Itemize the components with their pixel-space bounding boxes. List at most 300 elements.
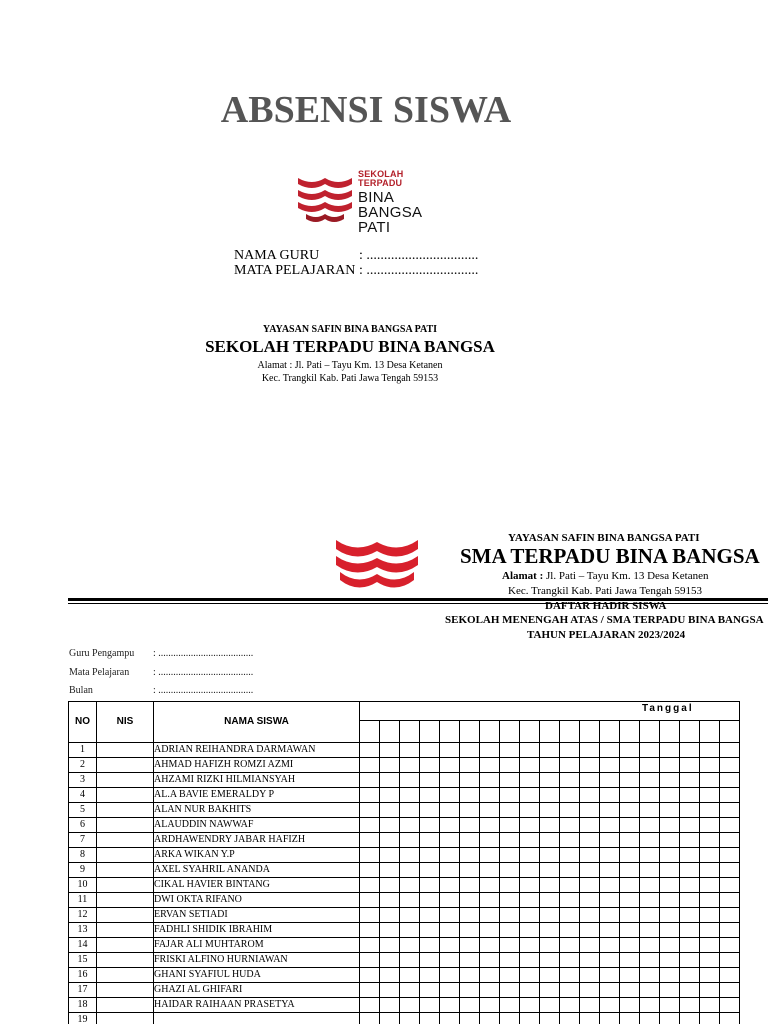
- attendance-cell[interactable]: [360, 848, 380, 863]
- attendance-cell[interactable]: [400, 833, 420, 848]
- attendance-cell[interactable]: [700, 908, 720, 923]
- attendance-cell[interactable]: [640, 773, 660, 788]
- attendance-cell[interactable]: [380, 863, 400, 878]
- attendance-cell[interactable]: [480, 773, 500, 788]
- attendance-cell[interactable]: [640, 908, 660, 923]
- attendance-cell[interactable]: [480, 1013, 500, 1024]
- attendance-cell[interactable]: [420, 758, 440, 773]
- attendance-cell[interactable]: [520, 938, 540, 953]
- attendance-cell[interactable]: [440, 908, 460, 923]
- attendance-cell[interactable]: [360, 818, 380, 833]
- attendance-cell[interactable]: [560, 1013, 580, 1024]
- attendance-cell[interactable]: [360, 1013, 380, 1024]
- attendance-cell[interactable]: [400, 998, 420, 1013]
- attendance-cell[interactable]: [600, 923, 620, 938]
- attendance-cell[interactable]: [700, 758, 720, 773]
- attendance-cell[interactable]: [360, 893, 380, 908]
- attendance-cell[interactable]: [420, 743, 440, 758]
- attendance-cell[interactable]: [520, 788, 540, 803]
- attendance-cell[interactable]: [620, 983, 640, 998]
- attendance-cell[interactable]: [540, 848, 560, 863]
- attendance-cell[interactable]: [440, 893, 460, 908]
- attendance-cell[interactable]: [460, 923, 480, 938]
- attendance-cell[interactable]: [460, 893, 480, 908]
- row-nis[interactable]: [97, 863, 154, 878]
- attendance-cell[interactable]: [720, 818, 740, 833]
- attendance-cell[interactable]: [600, 758, 620, 773]
- attendance-cell[interactable]: [660, 878, 680, 893]
- attendance-cell[interactable]: [680, 833, 700, 848]
- attendance-cell[interactable]: [560, 878, 580, 893]
- attendance-cell[interactable]: [640, 998, 660, 1013]
- row-nis[interactable]: [97, 833, 154, 848]
- attendance-cell[interactable]: [700, 743, 720, 758]
- attendance-cell[interactable]: [560, 743, 580, 758]
- attendance-cell[interactable]: [380, 788, 400, 803]
- attendance-cell[interactable]: [400, 743, 420, 758]
- attendance-cell[interactable]: [660, 803, 680, 818]
- attendance-cell[interactable]: [600, 848, 620, 863]
- attendance-cell[interactable]: [380, 848, 400, 863]
- attendance-cell[interactable]: [440, 1013, 460, 1024]
- attendance-cell[interactable]: [560, 953, 580, 968]
- attendance-cell[interactable]: [420, 923, 440, 938]
- attendance-cell[interactable]: [640, 818, 660, 833]
- attendance-cell[interactable]: [600, 818, 620, 833]
- attendance-cell[interactable]: [700, 788, 720, 803]
- attendance-cell[interactable]: [620, 848, 640, 863]
- attendance-cell[interactable]: [680, 863, 700, 878]
- attendance-cell[interactable]: [600, 863, 620, 878]
- attendance-cell[interactable]: [460, 773, 480, 788]
- attendance-cell[interactable]: [600, 1013, 620, 1024]
- attendance-cell[interactable]: [680, 878, 700, 893]
- attendance-cell[interactable]: [520, 923, 540, 938]
- attendance-cell[interactable]: [700, 863, 720, 878]
- attendance-cell[interactable]: [420, 848, 440, 863]
- attendance-cell[interactable]: [640, 983, 660, 998]
- attendance-cell[interactable]: [460, 788, 480, 803]
- attendance-cell[interactable]: [620, 773, 640, 788]
- attendance-cell[interactable]: [440, 773, 460, 788]
- attendance-cell[interactable]: [360, 938, 380, 953]
- attendance-cell[interactable]: [660, 893, 680, 908]
- attendance-cell[interactable]: [720, 1013, 740, 1024]
- attendance-cell[interactable]: [360, 953, 380, 968]
- attendance-cell[interactable]: [540, 803, 560, 818]
- attendance-cell[interactable]: [680, 923, 700, 938]
- row-nis[interactable]: [97, 908, 154, 923]
- row-nis[interactable]: [97, 1013, 154, 1024]
- attendance-cell[interactable]: [540, 758, 560, 773]
- attendance-cell[interactable]: [440, 833, 460, 848]
- attendance-cell[interactable]: [360, 743, 380, 758]
- attendance-cell[interactable]: [480, 878, 500, 893]
- attendance-cell[interactable]: [640, 848, 660, 863]
- attendance-cell[interactable]: [640, 758, 660, 773]
- attendance-cell[interactable]: [520, 758, 540, 773]
- attendance-cell[interactable]: [460, 878, 480, 893]
- attendance-cell[interactable]: [680, 758, 700, 773]
- attendance-cell[interactable]: [560, 968, 580, 983]
- attendance-cell[interactable]: [640, 878, 660, 893]
- attendance-cell[interactable]: [480, 803, 500, 818]
- attendance-cell[interactable]: [420, 773, 440, 788]
- attendance-cell[interactable]: [500, 968, 520, 983]
- attendance-cell[interactable]: [500, 923, 520, 938]
- attendance-cell[interactable]: [660, 953, 680, 968]
- attendance-cell[interactable]: [500, 953, 520, 968]
- attendance-cell[interactable]: [720, 908, 740, 923]
- row-nis[interactable]: [97, 968, 154, 983]
- attendance-cell[interactable]: [720, 878, 740, 893]
- attendance-cell[interactable]: [720, 758, 740, 773]
- attendance-cell[interactable]: [460, 968, 480, 983]
- attendance-cell[interactable]: [460, 848, 480, 863]
- attendance-cell[interactable]: [660, 938, 680, 953]
- attendance-cell[interactable]: [580, 938, 600, 953]
- attendance-cell[interactable]: [680, 983, 700, 998]
- attendance-cell[interactable]: [360, 833, 380, 848]
- attendance-cell[interactable]: [540, 893, 560, 908]
- attendance-cell[interactable]: [620, 743, 640, 758]
- attendance-cell[interactable]: [520, 953, 540, 968]
- attendance-cell[interactable]: [540, 1013, 560, 1024]
- attendance-cell[interactable]: [560, 773, 580, 788]
- attendance-cell[interactable]: [620, 923, 640, 938]
- attendance-cell[interactable]: [360, 773, 380, 788]
- attendance-cell[interactable]: [520, 863, 540, 878]
- row-nis[interactable]: [97, 743, 154, 758]
- attendance-cell[interactable]: [440, 983, 460, 998]
- attendance-cell[interactable]: [460, 833, 480, 848]
- attendance-cell[interactable]: [680, 743, 700, 758]
- attendance-cell[interactable]: [580, 983, 600, 998]
- attendance-cell[interactable]: [560, 893, 580, 908]
- attendance-cell[interactable]: [520, 878, 540, 893]
- attendance-cell[interactable]: [420, 953, 440, 968]
- attendance-cell[interactable]: [460, 908, 480, 923]
- attendance-cell[interactable]: [500, 743, 520, 758]
- attendance-cell[interactable]: [500, 773, 520, 788]
- attendance-cell[interactable]: [620, 893, 640, 908]
- attendance-cell[interactable]: [700, 818, 720, 833]
- attendance-cell[interactable]: [580, 743, 600, 758]
- attendance-cell[interactable]: [460, 803, 480, 818]
- attendance-cell[interactable]: [540, 743, 560, 758]
- attendance-cell[interactable]: [360, 863, 380, 878]
- attendance-cell[interactable]: [660, 833, 680, 848]
- attendance-cell[interactable]: [500, 938, 520, 953]
- attendance-cell[interactable]: [400, 968, 420, 983]
- attendance-cell[interactable]: [700, 923, 720, 938]
- attendance-cell[interactable]: [580, 1013, 600, 1024]
- attendance-cell[interactable]: [620, 833, 640, 848]
- attendance-cell[interactable]: [720, 788, 740, 803]
- attendance-cell[interactable]: [700, 998, 720, 1013]
- attendance-cell[interactable]: [500, 878, 520, 893]
- attendance-cell[interactable]: [440, 848, 460, 863]
- attendance-cell[interactable]: [520, 803, 540, 818]
- attendance-cell[interactable]: [460, 1013, 480, 1024]
- attendance-cell[interactable]: [360, 923, 380, 938]
- attendance-cell[interactable]: [380, 758, 400, 773]
- attendance-cell[interactable]: [400, 908, 420, 923]
- attendance-cell[interactable]: [380, 803, 400, 818]
- attendance-cell[interactable]: [600, 773, 620, 788]
- attendance-cell[interactable]: [400, 1013, 420, 1024]
- attendance-cell[interactable]: [440, 743, 460, 758]
- attendance-cell[interactable]: [360, 803, 380, 818]
- attendance-cell[interactable]: [620, 878, 640, 893]
- attendance-cell[interactable]: [420, 998, 440, 1013]
- attendance-cell[interactable]: [620, 908, 640, 923]
- attendance-cell[interactable]: [460, 758, 480, 773]
- attendance-cell[interactable]: [540, 998, 560, 1013]
- attendance-cell[interactable]: [720, 863, 740, 878]
- attendance-cell[interactable]: [660, 758, 680, 773]
- attendance-cell[interactable]: [680, 908, 700, 923]
- attendance-cell[interactable]: [560, 788, 580, 803]
- attendance-cell[interactable]: [620, 758, 640, 773]
- attendance-cell[interactable]: [720, 968, 740, 983]
- attendance-cell[interactable]: [400, 758, 420, 773]
- attendance-cell[interactable]: [660, 998, 680, 1013]
- attendance-cell[interactable]: [380, 938, 400, 953]
- attendance-cell[interactable]: [400, 818, 420, 833]
- attendance-cell[interactable]: [460, 998, 480, 1013]
- attendance-cell[interactable]: [420, 938, 440, 953]
- attendance-cell[interactable]: [600, 893, 620, 908]
- attendance-cell[interactable]: [540, 908, 560, 923]
- attendance-cell[interactable]: [500, 758, 520, 773]
- attendance-cell[interactable]: [620, 818, 640, 833]
- attendance-cell[interactable]: [720, 983, 740, 998]
- attendance-cell[interactable]: [640, 968, 660, 983]
- attendance-cell[interactable]: [540, 863, 560, 878]
- attendance-cell[interactable]: [560, 758, 580, 773]
- attendance-cell[interactable]: [440, 938, 460, 953]
- attendance-cell[interactable]: [700, 938, 720, 953]
- attendance-cell[interactable]: [720, 893, 740, 908]
- attendance-cell[interactable]: [540, 938, 560, 953]
- attendance-cell[interactable]: [480, 923, 500, 938]
- attendance-cell[interactable]: [720, 998, 740, 1013]
- attendance-cell[interactable]: [380, 998, 400, 1013]
- attendance-cell[interactable]: [380, 743, 400, 758]
- attendance-cell[interactable]: [580, 953, 600, 968]
- attendance-cell[interactable]: [580, 803, 600, 818]
- attendance-cell[interactable]: [440, 758, 460, 773]
- attendance-cell[interactable]: [500, 893, 520, 908]
- attendance-cell[interactable]: [480, 908, 500, 923]
- attendance-cell[interactable]: [420, 1013, 440, 1024]
- attendance-cell[interactable]: [580, 758, 600, 773]
- attendance-cell[interactable]: [360, 878, 380, 893]
- attendance-cell[interactable]: [600, 938, 620, 953]
- attendance-cell[interactable]: [420, 788, 440, 803]
- attendance-cell[interactable]: [640, 863, 660, 878]
- attendance-cell[interactable]: [580, 848, 600, 863]
- attendance-cell[interactable]: [720, 848, 740, 863]
- attendance-cell[interactable]: [400, 878, 420, 893]
- attendance-cell[interactable]: [380, 893, 400, 908]
- attendance-cell[interactable]: [400, 773, 420, 788]
- attendance-cell[interactable]: [660, 788, 680, 803]
- attendance-cell[interactable]: [560, 863, 580, 878]
- attendance-cell[interactable]: [680, 938, 700, 953]
- attendance-cell[interactable]: [380, 923, 400, 938]
- attendance-cell[interactable]: [660, 863, 680, 878]
- attendance-cell[interactable]: [580, 773, 600, 788]
- attendance-cell[interactable]: [660, 743, 680, 758]
- row-nis[interactable]: [97, 848, 154, 863]
- attendance-cell[interactable]: [560, 998, 580, 1013]
- attendance-cell[interactable]: [720, 773, 740, 788]
- attendance-cell[interactable]: [460, 743, 480, 758]
- attendance-cell[interactable]: [400, 848, 420, 863]
- attendance-cell[interactable]: [600, 983, 620, 998]
- attendance-cell[interactable]: [560, 848, 580, 863]
- attendance-cell[interactable]: [380, 1013, 400, 1024]
- attendance-cell[interactable]: [540, 968, 560, 983]
- attendance-cell[interactable]: [620, 863, 640, 878]
- attendance-cell[interactable]: [640, 833, 660, 848]
- attendance-cell[interactable]: [360, 968, 380, 983]
- attendance-cell[interactable]: [640, 788, 660, 803]
- attendance-cell[interactable]: [580, 998, 600, 1013]
- attendance-cell[interactable]: [680, 893, 700, 908]
- attendance-cell[interactable]: [500, 848, 520, 863]
- attendance-cell[interactable]: [560, 938, 580, 953]
- attendance-cell[interactable]: [600, 743, 620, 758]
- attendance-cell[interactable]: [420, 968, 440, 983]
- attendance-cell[interactable]: [520, 818, 540, 833]
- row-nis[interactable]: [97, 803, 154, 818]
- attendance-cell[interactable]: [560, 983, 580, 998]
- attendance-cell[interactable]: [520, 743, 540, 758]
- attendance-cell[interactable]: [420, 878, 440, 893]
- attendance-cell[interactable]: [660, 968, 680, 983]
- row-nis[interactable]: [97, 938, 154, 953]
- attendance-cell[interactable]: [580, 863, 600, 878]
- attendance-cell[interactable]: [700, 893, 720, 908]
- attendance-cell[interactable]: [700, 968, 720, 983]
- attendance-cell[interactable]: [500, 788, 520, 803]
- row-nis[interactable]: [97, 818, 154, 833]
- attendance-cell[interactable]: [680, 803, 700, 818]
- attendance-cell[interactable]: [700, 833, 720, 848]
- attendance-cell[interactable]: [640, 953, 660, 968]
- attendance-cell[interactable]: [500, 818, 520, 833]
- attendance-cell[interactable]: [620, 938, 640, 953]
- attendance-cell[interactable]: [480, 938, 500, 953]
- attendance-cell[interactable]: [380, 908, 400, 923]
- attendance-cell[interactable]: [360, 983, 380, 998]
- attendance-cell[interactable]: [700, 983, 720, 998]
- attendance-cell[interactable]: [600, 968, 620, 983]
- attendance-cell[interactable]: [660, 908, 680, 923]
- attendance-cell[interactable]: [400, 953, 420, 968]
- attendance-cell[interactable]: [420, 983, 440, 998]
- attendance-cell[interactable]: [440, 863, 460, 878]
- attendance-cell[interactable]: [500, 1013, 520, 1024]
- attendance-cell[interactable]: [560, 803, 580, 818]
- attendance-cell[interactable]: [540, 788, 560, 803]
- attendance-cell[interactable]: [580, 833, 600, 848]
- attendance-cell[interactable]: [580, 788, 600, 803]
- attendance-cell[interactable]: [400, 893, 420, 908]
- attendance-cell[interactable]: [700, 803, 720, 818]
- attendance-cell[interactable]: [440, 788, 460, 803]
- attendance-cell[interactable]: [640, 893, 660, 908]
- attendance-cell[interactable]: [480, 758, 500, 773]
- attendance-cell[interactable]: [520, 773, 540, 788]
- attendance-cell[interactable]: [440, 803, 460, 818]
- row-nis[interactable]: [97, 923, 154, 938]
- attendance-cell[interactable]: [560, 908, 580, 923]
- attendance-cell[interactable]: [420, 818, 440, 833]
- attendance-cell[interactable]: [700, 953, 720, 968]
- attendance-cell[interactable]: [540, 923, 560, 938]
- attendance-cell[interactable]: [480, 788, 500, 803]
- attendance-cell[interactable]: [680, 818, 700, 833]
- attendance-cell[interactable]: [560, 833, 580, 848]
- attendance-cell[interactable]: [540, 983, 560, 998]
- attendance-cell[interactable]: [580, 878, 600, 893]
- attendance-cell[interactable]: [680, 968, 700, 983]
- attendance-cell[interactable]: [420, 803, 440, 818]
- attendance-cell[interactable]: [500, 863, 520, 878]
- attendance-cell[interactable]: [440, 953, 460, 968]
- attendance-cell[interactable]: [660, 1013, 680, 1024]
- attendance-cell[interactable]: [660, 818, 680, 833]
- attendance-cell[interactable]: [540, 818, 560, 833]
- attendance-cell[interactable]: [380, 968, 400, 983]
- attendance-cell[interactable]: [520, 848, 540, 863]
- attendance-cell[interactable]: [600, 788, 620, 803]
- attendance-cell[interactable]: [700, 773, 720, 788]
- row-nis[interactable]: [97, 773, 154, 788]
- attendance-cell[interactable]: [540, 833, 560, 848]
- attendance-cell[interactable]: [640, 938, 660, 953]
- attendance-cell[interactable]: [360, 998, 380, 1013]
- row-nis[interactable]: [97, 878, 154, 893]
- attendance-cell[interactable]: [380, 818, 400, 833]
- attendance-cell[interactable]: [680, 788, 700, 803]
- row-nis[interactable]: [97, 953, 154, 968]
- attendance-cell[interactable]: [480, 998, 500, 1013]
- attendance-cell[interactable]: [480, 818, 500, 833]
- attendance-cell[interactable]: [440, 998, 460, 1013]
- attendance-cell[interactable]: [580, 968, 600, 983]
- attendance-cell[interactable]: [580, 818, 600, 833]
- attendance-cell[interactable]: [460, 983, 480, 998]
- attendance-cell[interactable]: [620, 1013, 640, 1024]
- attendance-cell[interactable]: [560, 818, 580, 833]
- attendance-cell[interactable]: [520, 968, 540, 983]
- attendance-cell[interactable]: [460, 863, 480, 878]
- attendance-cell[interactable]: [720, 803, 740, 818]
- attendance-cell[interactable]: [700, 1013, 720, 1024]
- attendance-cell[interactable]: [660, 983, 680, 998]
- attendance-cell[interactable]: [500, 908, 520, 923]
- attendance-cell[interactable]: [520, 908, 540, 923]
- attendance-cell[interactable]: [520, 998, 540, 1013]
- attendance-cell[interactable]: [640, 1013, 660, 1024]
- attendance-cell[interactable]: [600, 878, 620, 893]
- attendance-cell[interactable]: [600, 908, 620, 923]
